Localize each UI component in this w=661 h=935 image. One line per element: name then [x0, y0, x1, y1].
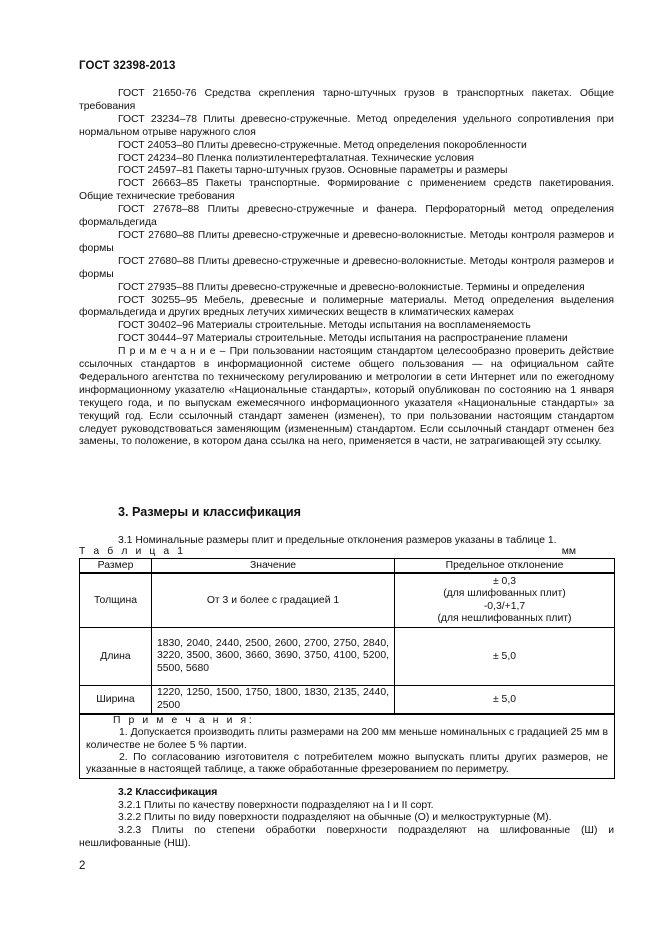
- reference-item: ГОСТ 30255–95 Мебель, древесные и полимерные материалы. Метод определения выделения формальдегида и других вредных летучих химических веществ в климатических камерах: [79, 294, 614, 319]
- table-unit: мм: [561, 546, 576, 557]
- reference-item: ГОСТ 24053–80 Плиты древесно-стружечные. Метод определения покоробленности: [118, 139, 527, 151]
- note-item: 1. Допускается производить плиты размерами на 200 мм меньше номинальных с градацией 25 мм в количестве не более 5 % партии.: [86, 727, 608, 751]
- table-caption-row: [79, 546, 614, 558]
- reference-item: ГОСТ 27935–88 Плиты древесно-стружечные и древесно-волокнистые. Термины и определения: [118, 281, 585, 293]
- classification-item: 3.2.2 Плиты по виду поверхности подразделяют на обычные (О) и мелкоструктурные (М).: [118, 812, 552, 824]
- references-note: [79, 346, 614, 449]
- row-value: 1830, 2040, 2440, 2500, 2600, 2700, 2750, 2840, 3220, 3500, 3600, 3660, 3690, 3750, 4100, 5200, 5500, 5680: [152, 628, 395, 686]
- reference-item: ГОСТ 27680–88 Плиты древесно-стружечные и древесно-волокнистые. Методы контроля размеров и формы: [79, 255, 614, 280]
- section-intro: 3.1 Номинальные размеры плит и предельные отклонения размеров указаны в таблице 1.: [118, 535, 557, 546]
- row-value: 1220, 1250, 1500, 1750, 1800, 1830, 2135, 2440, 2500: [152, 686, 395, 715]
- page-number: 2: [79, 860, 86, 872]
- reference-item: ГОСТ 21650-76 Средства скрепления тарно-штучных грузов в транспортных пакетах. Общие требования: [79, 88, 614, 112]
- row-deviation: ± 5,0: [395, 686, 615, 715]
- table-row: [80, 628, 615, 686]
- row-deviation: [395, 573, 615, 628]
- table-notes-row: [80, 714, 615, 779]
- reference-item: ГОСТ 30402–96 Материалы строительные. Методы испытания на воспламеняемость: [118, 320, 531, 332]
- classification-title: 3.2 Классификация: [118, 787, 218, 798]
- document-header: ГОСТ 32398-2013: [79, 60, 176, 72]
- table-row: [80, 686, 615, 715]
- dimensions-table: [79, 558, 615, 779]
- reference-item: ГОСТ 24234–80 Пленка полиэтилентерефталатная. Технические условия: [118, 152, 475, 164]
- reference-item: ГОСТ 27678–88 Плиты древесно-стружечные и фанера. Перфораторный метод определения формальдегида: [79, 204, 614, 229]
- references-list: [79, 88, 614, 449]
- row-size: Длина: [80, 628, 152, 686]
- reference-item: ГОСТ 26663–85 Пакеты транспортные. Формирование с применением средств пакетирования. Общие технические требования: [79, 178, 614, 203]
- note-text: При пользовании настоящим стандартом целесообразно проверить действие ссылочных стандартов в информационной системе общего пользования — на официальном сайте Федерального агентства по техническому регулированию и метрологии в сети Интернет или по ежегодному информационному указателю «Национальные стандарты», который опубликован по состоянию на 1 января текущего года, и по выпускам ежемесячного информационного указателя «Национальные стандарты» за текущий год. Если ссылочный стандарт заменен (изменен), то при пользовании настоящим стандартом следует руководствоваться заменяющим (измененным) стандартом. Если ссылочный стандарт отменен без замены, то положение, в котором дана ссылка на него, применяется в части, не затрагивающей эту ссылку.: [79, 346, 614, 448]
- deviation-line: (для нешлифованных плит): [437, 612, 572, 624]
- note-label: П р и м е ч а н и е –: [118, 346, 226, 358]
- header-deviation: Предельное отклонение: [395, 559, 615, 574]
- row-deviation: ± 5,0: [395, 628, 615, 686]
- classification-item: 3.2.1 Плиты по качеству поверхности подразделяют на I и II сорт.: [118, 799, 434, 811]
- table-row: [80, 573, 615, 628]
- deviation-line: -0,3/+1,7: [483, 600, 526, 612]
- table-caption: Т а б л и ц а 1: [79, 546, 186, 557]
- note-item: 2. По согласованию изготовителя с потребителем можно выпускать плиты других размеров, не указанные в настоящей таблице, а также обработанные фрезерованием по периметру.: [86, 751, 608, 776]
- reference-item: ГОСТ 23234–78 Плиты древесно-стружечные. Метод определения удельного сопротивления при нормальном отрыве наружного слоя: [79, 113, 614, 138]
- table-notes: [80, 714, 615, 779]
- deviation-line: ± 0,3: [492, 576, 517, 588]
- table-header-row: [80, 559, 615, 574]
- row-size: Толщина: [80, 573, 152, 628]
- row-size: Ширина: [80, 686, 152, 715]
- header-size: Размер: [80, 559, 152, 574]
- header-value: Значение: [152, 559, 395, 574]
- reference-item: ГОСТ 27680–88 Плиты древесно-стружечные и древесно-волокнистые. Методы контроля размеров и формы: [79, 229, 614, 254]
- row-value: От 3 и более с градацией 1: [152, 573, 395, 628]
- section-title: 3. Размеры и классификация: [118, 505, 301, 519]
- reference-item: ГОСТ 24597–81 Пакеты тарно-штучных грузов. Основные параметры и размеры: [118, 165, 508, 177]
- reference-item: ГОСТ 30444–97 Материалы строительные. Методы испытания на распространение пламени: [118, 333, 568, 345]
- notes-header: П р и м е ч а н и я:: [113, 715, 255, 726]
- deviation-line: (для шлифованных плит): [443, 588, 566, 600]
- classification-item: 3.2.3 Плиты по степени обработки поверхности подразделяют на шлифованные (Ш) и нешлифованные (НШ).: [79, 825, 614, 849]
- classification-section: [79, 787, 614, 851]
